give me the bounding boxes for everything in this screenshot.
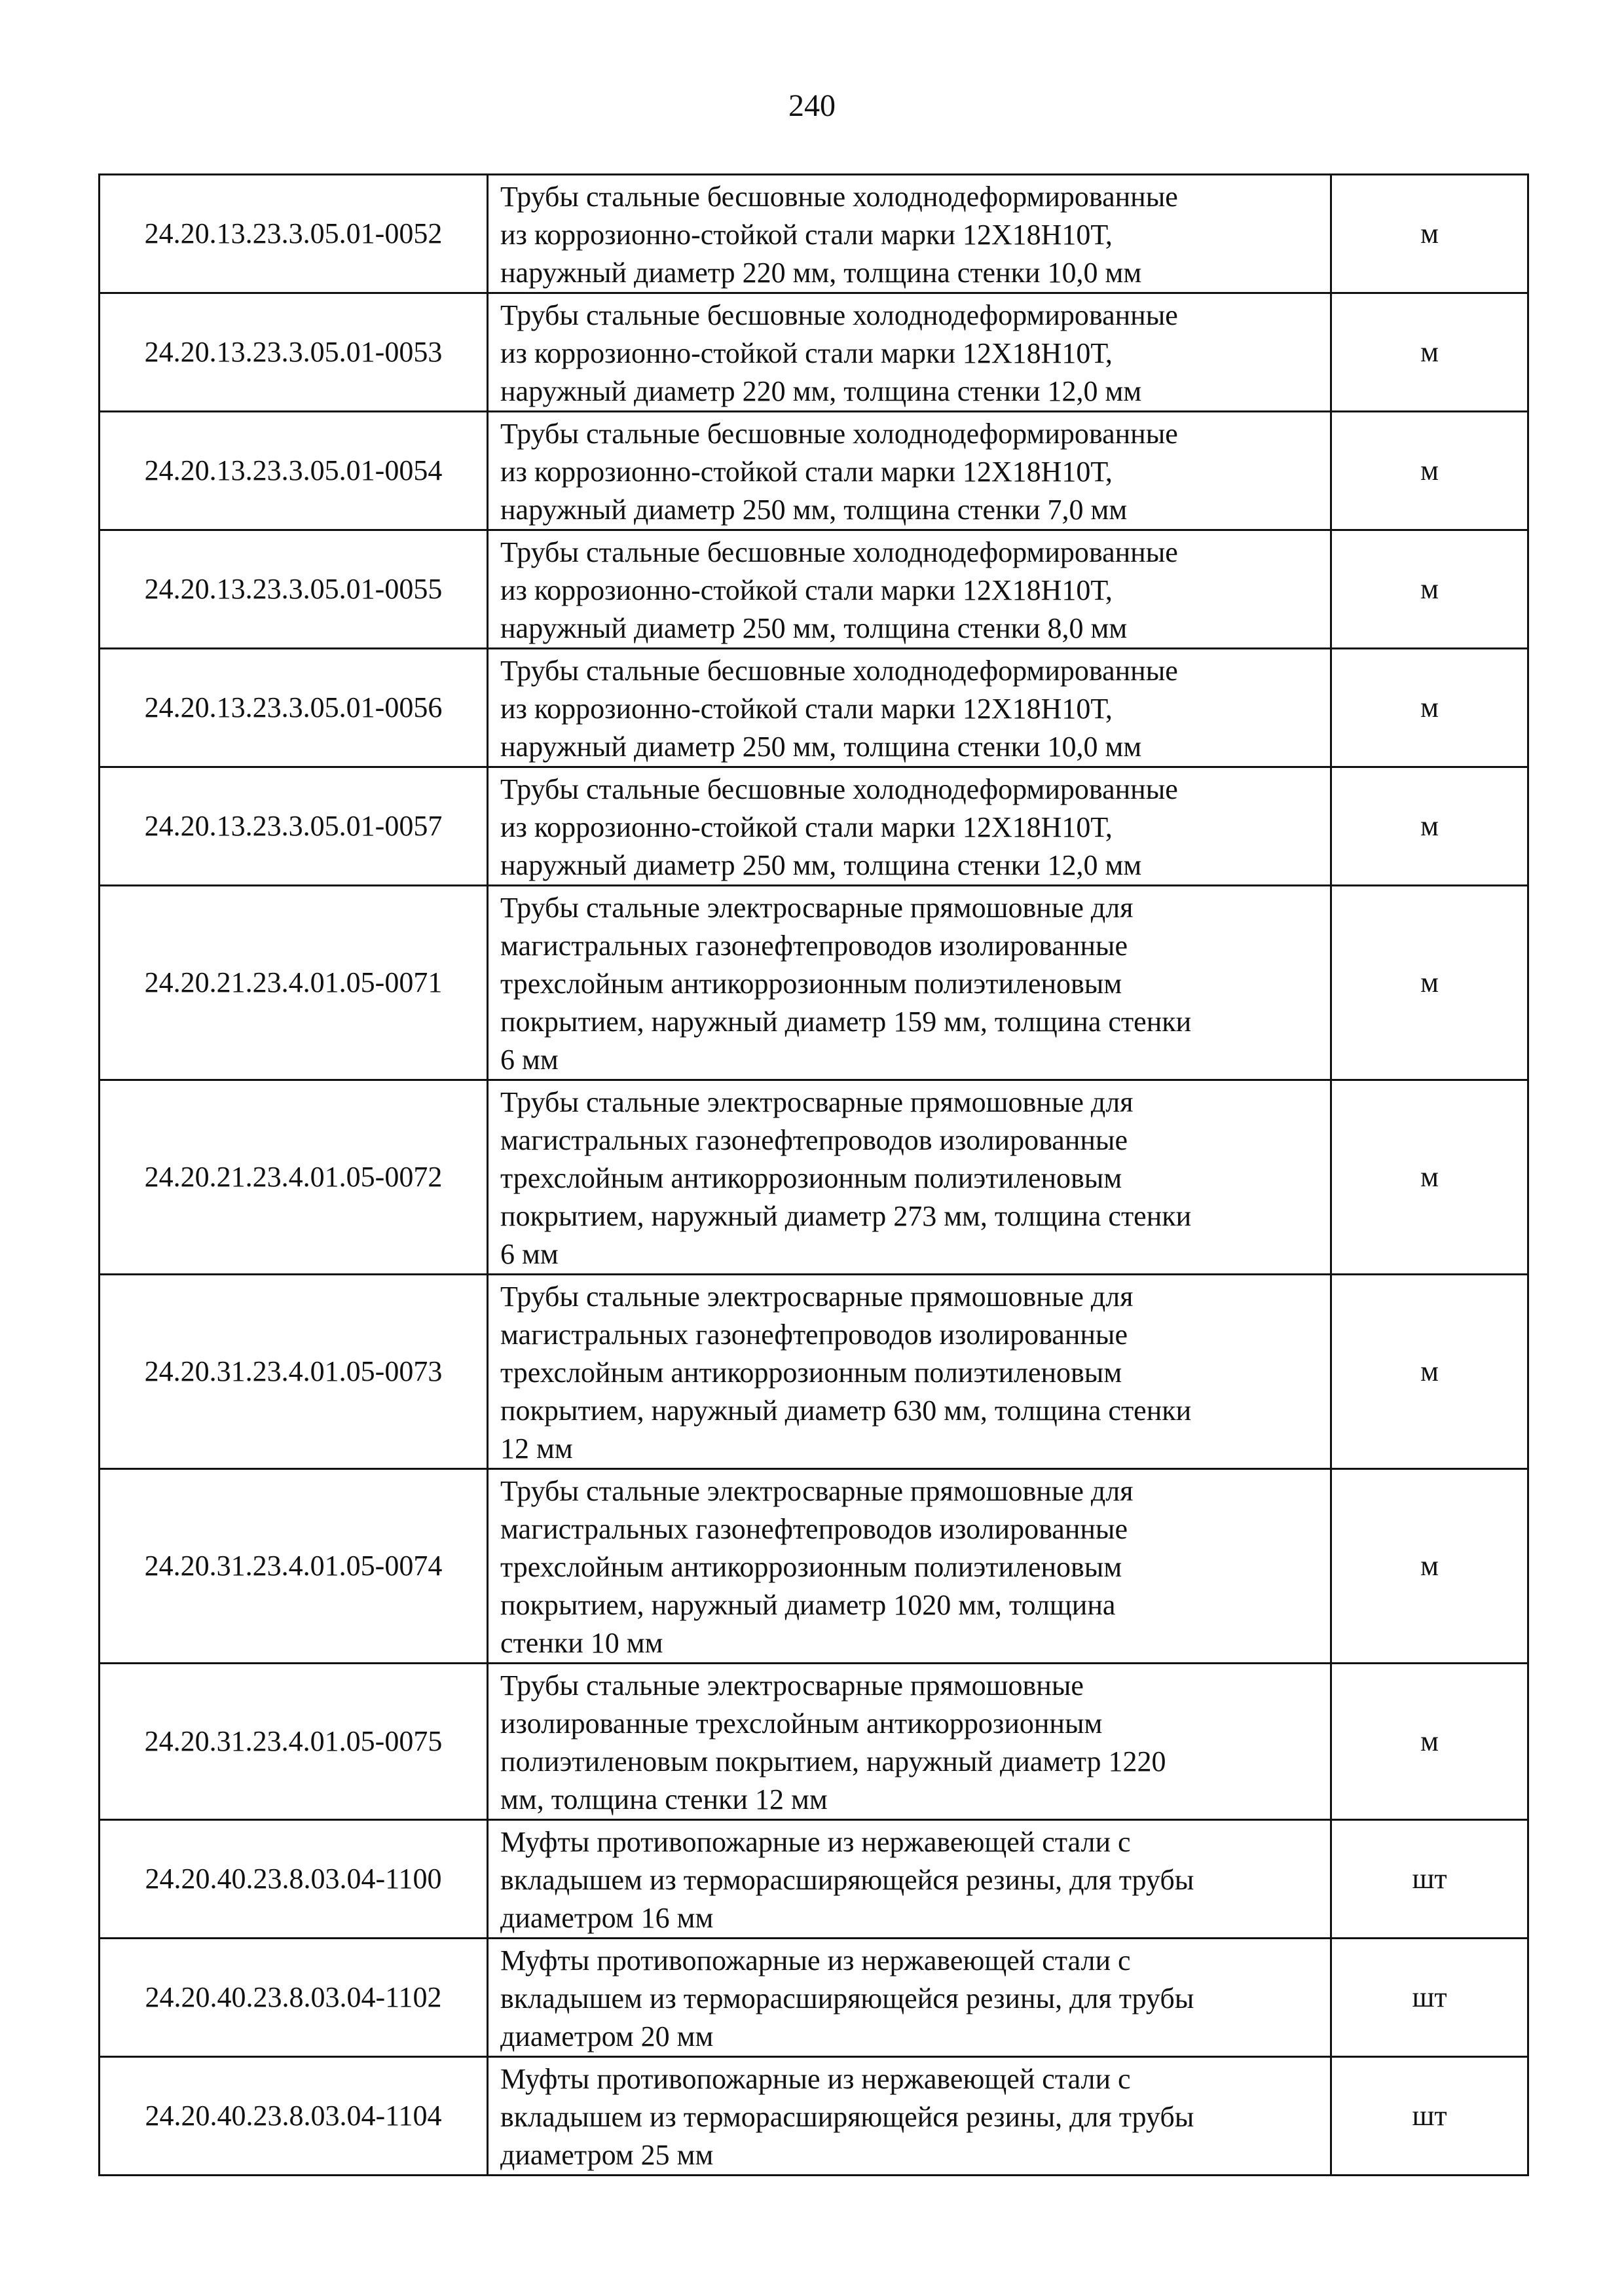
resource-name-line: диаметром 20 мм — [500, 2020, 714, 2052]
resource-name-line: из коррозионно-стойкой стали марки 12Х18Н10Т, — [500, 811, 1113, 843]
table-row — [100, 1469, 1528, 1664]
resource-name-line: Трубы стальные бесшовные холоднодеформированные — [500, 418, 1178, 450]
resource-name-line: стенки 10 мм — [500, 1627, 663, 1659]
resource-name-line: магистральных газонефтепроводов изолированные — [500, 930, 1128, 962]
resource-name-line: покрытием, наружный диаметр 630 мм, толщина стенки — [500, 1394, 1192, 1427]
table-row — [100, 649, 1528, 767]
resource-name-line: Трубы стальные электросварные прямошовные — [500, 1669, 1084, 1702]
resource-name — [488, 530, 1331, 649]
unit-of-measure: шт — [1331, 1820, 1528, 1939]
resource-name-line: вкладышем из терморасширяющейся резины, для трубы — [500, 2101, 1194, 2133]
resource-code: 24.20.13.23.3.05.01-0057 — [100, 767, 488, 886]
resource-code: 24.20.40.23.8.03.04-1104 — [100, 2057, 488, 2176]
resource-name — [488, 1080, 1331, 1275]
unit-of-measure: м — [1331, 1080, 1528, 1275]
resource-code: 24.20.13.23.3.05.01-0056 — [100, 649, 488, 767]
resource-name-line: Муфты противопожарные из нержавеющей стали с — [500, 2063, 1131, 2095]
resource-name — [488, 767, 1331, 886]
resource-name-line: 12 мм — [500, 1432, 573, 1465]
resource-code: 24.20.40.23.8.03.04-1100 — [100, 1820, 488, 1939]
resource-name-line: наружный диаметр 250 мм, толщина стенки 7,0 мм — [500, 494, 1128, 526]
resource-name — [488, 1820, 1331, 1939]
resource-name-line: магистральных газонефтепроводов изолированные — [500, 1513, 1128, 1545]
resource-name-line: из коррозионно-стойкой стали марки 12Х18Н10Т, — [500, 693, 1113, 725]
resource-name-line: наружный диаметр 250 мм, толщина стенки 10,0 мм — [500, 731, 1142, 763]
resource-name-line: Трубы стальные бесшовные холоднодеформированные — [500, 773, 1178, 805]
table-row — [100, 530, 1528, 649]
resource-name-line: трехслойным антикоррозионным полиэтиленовым — [500, 1551, 1122, 1583]
table-row — [100, 293, 1528, 412]
resource-name-line: покрытием, наружный диаметр 159 мм, толщина стенки — [500, 1006, 1192, 1038]
unit-of-measure: м — [1331, 1469, 1528, 1664]
table-row — [100, 2057, 1528, 2176]
resource-name-line: магистральных газонефтепроводов изолированные — [500, 1319, 1128, 1351]
resource-name-line: из коррозионно-стойкой стали марки 12Х18Н10Т, — [500, 337, 1113, 369]
resource-name-line: мм, толщина стенки 12 мм — [500, 1783, 828, 1815]
resource-name-line: покрытием, наружный диаметр 1020 мм, толщина — [500, 1589, 1116, 1621]
resource-name-line: вкладышем из терморасширяющейся резины, для трубы — [500, 1864, 1194, 1896]
resource-code: 24.20.40.23.8.03.04-1102 — [100, 1939, 488, 2057]
table-row — [100, 1939, 1528, 2057]
resource-code: 24.20.21.23.4.01.05-0072 — [100, 1080, 488, 1275]
resource-code: 24.20.31.23.4.01.05-0074 — [100, 1469, 488, 1664]
resource-name-line: Трубы стальные бесшовные холоднодеформированные — [500, 536, 1178, 568]
table-row — [100, 1820, 1528, 1939]
unit-of-measure: м — [1331, 1275, 1528, 1469]
resource-code: 24.20.31.23.4.01.05-0075 — [100, 1664, 488, 1820]
resource-name-line: наружный диаметр 220 мм, толщина стенки 10,0 мм — [500, 257, 1142, 289]
unit-of-measure: м — [1331, 886, 1528, 1080]
resource-name — [488, 886, 1331, 1080]
resource-name-line: Трубы стальные электросварные прямошовные для — [500, 1475, 1134, 1507]
unit-of-measure: м — [1331, 530, 1528, 649]
resource-name — [488, 1469, 1331, 1664]
unit-of-measure: м — [1331, 649, 1528, 767]
resource-table — [98, 173, 1529, 2176]
resource-name-line: магистральных газонефтепроводов изолированные — [500, 1124, 1128, 1156]
resource-name-line: Трубы стальные бесшовные холоднодеформированные — [500, 181, 1178, 213]
resource-name-line: 6 мм — [500, 1238, 559, 1270]
resource-name-line: наружный диаметр 220 мм, толщина стенки 12,0 мм — [500, 375, 1142, 407]
resource-name-line: покрытием, наружный диаметр 273 мм, толщина стенки — [500, 1200, 1192, 1232]
unit-of-measure: м — [1331, 412, 1528, 530]
resource-name — [488, 649, 1331, 767]
resource-name-line: диаметром 25 мм — [500, 2139, 714, 2171]
resource-name-line: из коррозионно-стойкой стали марки 12Х18Н10Т, — [500, 456, 1113, 488]
resource-name-line: наружный диаметр 250 мм, толщина стенки 12,0 мм — [500, 849, 1142, 881]
unit-of-measure: м — [1331, 175, 1528, 293]
unit-of-measure: м — [1331, 1664, 1528, 1820]
resource-code: 24.20.13.23.3.05.01-0055 — [100, 530, 488, 649]
unit-of-measure: м — [1331, 767, 1528, 886]
resource-name-line: из коррозионно-стойкой стали марки 12Х18Н10Т, — [500, 219, 1113, 251]
resource-table-body — [100, 175, 1528, 2176]
resource-code: 24.20.21.23.4.01.05-0071 — [100, 886, 488, 1080]
resource-name — [488, 2057, 1331, 2176]
resource-name-line: Трубы стальные бесшовные холоднодеформированные — [500, 299, 1178, 331]
table-row — [100, 1080, 1528, 1275]
resource-code: 24.20.13.23.3.05.01-0052 — [100, 175, 488, 293]
resource-name — [488, 175, 1331, 293]
resource-name-line: 6 мм — [500, 1044, 559, 1076]
resource-name-line: трехслойным антикоррозионным полиэтиленовым — [500, 968, 1122, 1000]
resource-name-line: Трубы стальные электросварные прямошовные для — [500, 892, 1134, 924]
unit-of-measure: м — [1331, 293, 1528, 412]
resource-name — [488, 1664, 1331, 1820]
resource-name-line: Муфты противопожарные из нержавеющей стали с — [500, 1826, 1131, 1858]
resource-code: 24.20.13.23.3.05.01-0054 — [100, 412, 488, 530]
resource-code: 24.20.13.23.3.05.01-0053 — [100, 293, 488, 412]
table-row — [100, 886, 1528, 1080]
resource-name-line: трехслойным антикоррозионным полиэтиленовым — [500, 1357, 1122, 1389]
resource-name — [488, 293, 1331, 412]
table-row — [100, 767, 1528, 886]
resource-name-line: изолированные трехслойным антикоррозионным — [500, 1707, 1103, 1740]
resource-name-line: полиэтиленовым покрытием, наружный диаметр 1220 — [500, 1745, 1166, 1777]
resource-name-line: из коррозионно-стойкой стали марки 12Х18Н10Т, — [500, 574, 1113, 606]
resource-name — [488, 1939, 1331, 2057]
unit-of-measure: шт — [1331, 2057, 1528, 2176]
table-row — [100, 412, 1528, 530]
resource-code: 24.20.31.23.4.01.05-0073 — [100, 1275, 488, 1469]
resource-name — [488, 1275, 1331, 1469]
table-row — [100, 1275, 1528, 1469]
resource-name-line: трехслойным антикоррозионным полиэтиленовым — [500, 1162, 1122, 1194]
resource-name-line: диаметром 16 мм — [500, 1902, 714, 1934]
page-number: 240 — [788, 88, 836, 123]
resource-name-line: вкладышем из терморасширяющейся резины, для трубы — [500, 1982, 1194, 2014]
resource-name-line: Трубы стальные электросварные прямошовные для — [500, 1281, 1134, 1313]
unit-of-measure: шт — [1331, 1939, 1528, 2057]
resource-name-line: наружный диаметр 250 мм, толщина стенки 8,0 мм — [500, 612, 1128, 644]
table-row — [100, 175, 1528, 293]
resource-name-line: Трубы стальные электросварные прямошовные для — [500, 1086, 1134, 1118]
resource-name-line: Муфты противопожарные из нержавеющей стали с — [500, 1944, 1131, 1977]
table-row — [100, 1664, 1528, 1820]
resource-name-line: Трубы стальные бесшовные холоднодеформированные — [500, 655, 1178, 687]
resource-name — [488, 412, 1331, 530]
